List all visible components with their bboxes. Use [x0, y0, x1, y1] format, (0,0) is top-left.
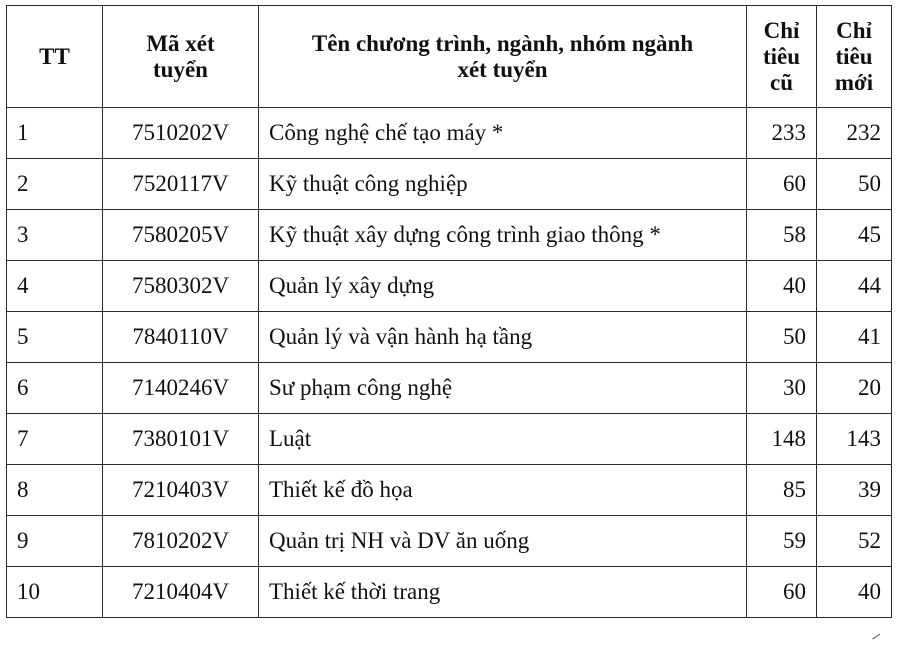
- cell-old-quota: 50: [747, 312, 817, 363]
- cell-old-quota: 40: [747, 261, 817, 312]
- header-old-quota: Chỉ tiêu cũ: [747, 6, 817, 108]
- cell-old-quota: 233: [747, 108, 817, 159]
- cell-tt: 8: [7, 465, 103, 516]
- cell-program-name: Quản trị NH và DV ăn uống: [259, 516, 747, 567]
- table-header: [7, 6, 892, 108]
- header-program-name: Tên chương trình, ngành, nhóm ngành xét tuyển: [259, 6, 747, 108]
- cell-code: 7520117V: [103, 159, 259, 210]
- header-code: Mã xét tuyển: [103, 6, 259, 108]
- cell-code: 7510202V: [103, 108, 259, 159]
- header-row: [7, 6, 892, 108]
- cell-new-quota: 39: [817, 465, 892, 516]
- table-body: [7, 108, 892, 618]
- header-tt: TT: [7, 6, 103, 108]
- cell-code: 7840110V: [103, 312, 259, 363]
- cell-program-name: Luật: [259, 414, 747, 465]
- table-row: [7, 261, 892, 312]
- cell-code: 7140246V: [103, 363, 259, 414]
- table-row: [7, 567, 892, 618]
- cell-program-name: Quản lý xây dựng: [259, 261, 747, 312]
- cell-new-quota: 52: [817, 516, 892, 567]
- cell-old-quota: 58: [747, 210, 817, 261]
- cell-program-name: Kỹ thuật công nghiệp: [259, 159, 747, 210]
- cell-tt: 10: [7, 567, 103, 618]
- cell-tt: 3: [7, 210, 103, 261]
- cell-new-quota: 44: [817, 261, 892, 312]
- cell-program-name: Công nghệ chế tạo máy *: [259, 108, 747, 159]
- cell-new-quota: 41: [817, 312, 892, 363]
- cell-code: 7210403V: [103, 465, 259, 516]
- cell-code: 7380101V: [103, 414, 259, 465]
- admission-quota-table: [6, 5, 892, 618]
- cell-new-quota: 232: [817, 108, 892, 159]
- cell-new-quota: 143: [817, 414, 892, 465]
- cell-program-name: Thiết kế thời trang: [259, 567, 747, 618]
- table-row: [7, 108, 892, 159]
- cell-tt: 1: [7, 108, 103, 159]
- table-row: [7, 465, 892, 516]
- cell-new-quota: 45: [817, 210, 892, 261]
- table-row: [7, 414, 892, 465]
- table-row: [7, 363, 892, 414]
- header-new-quota: Chỉ tiêu mới: [817, 6, 892, 108]
- pen-mark: [872, 634, 881, 641]
- cell-code: 7810202V: [103, 516, 259, 567]
- cell-tt: 9: [7, 516, 103, 567]
- table-row: [7, 516, 892, 567]
- cell-old-quota: 59: [747, 516, 817, 567]
- table-row: [7, 210, 892, 261]
- cell-new-quota: 20: [817, 363, 892, 414]
- cell-program-name: Thiết kế đồ họa: [259, 465, 747, 516]
- cell-program-name: Quản lý và vận hành hạ tầng: [259, 312, 747, 363]
- cell-code: 7210404V: [103, 567, 259, 618]
- cell-tt: 7: [7, 414, 103, 465]
- cell-old-quota: 30: [747, 363, 817, 414]
- cell-old-quota: 60: [747, 159, 817, 210]
- cell-tt: 6: [7, 363, 103, 414]
- cell-tt: 4: [7, 261, 103, 312]
- cell-tt: 5: [7, 312, 103, 363]
- cell-old-quota: 148: [747, 414, 817, 465]
- cell-code: 7580205V: [103, 210, 259, 261]
- cell-program-name: Kỹ thuật xây dựng công trình giao thông *: [259, 210, 747, 261]
- cell-new-quota: 40: [817, 567, 892, 618]
- table-row: [7, 312, 892, 363]
- cell-tt: 2: [7, 159, 103, 210]
- cell-code: 7580302V: [103, 261, 259, 312]
- cell-old-quota: 85: [747, 465, 817, 516]
- table-row: [7, 159, 892, 210]
- cell-old-quota: 60: [747, 567, 817, 618]
- cell-program-name: Sư phạm công nghệ: [259, 363, 747, 414]
- cell-new-quota: 50: [817, 159, 892, 210]
